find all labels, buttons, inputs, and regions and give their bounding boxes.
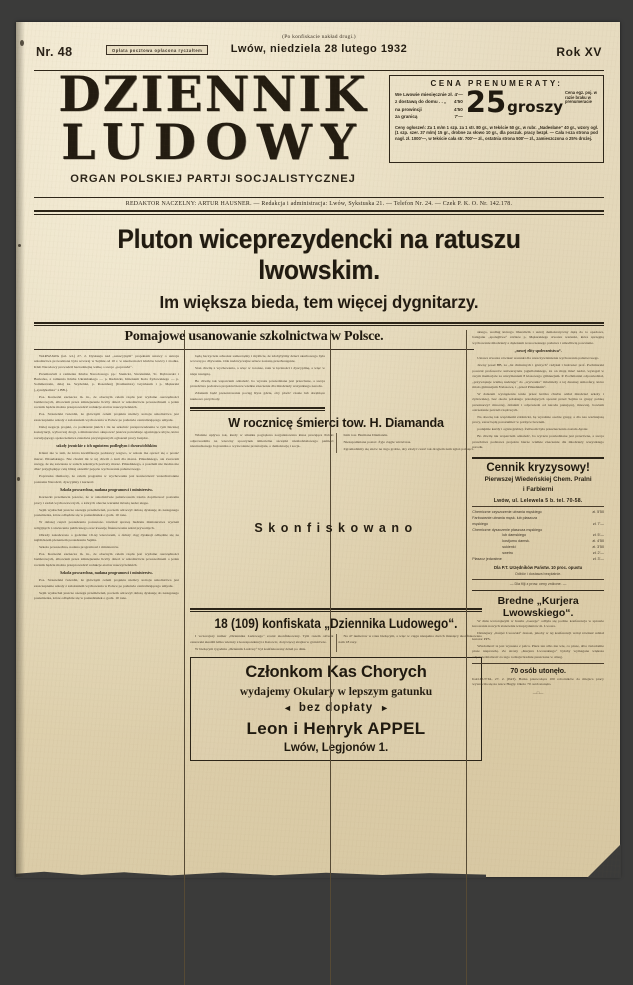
divider-rule bbox=[34, 322, 604, 327]
cennik-note-2: Odbiór i dostawa bezpłatnie. bbox=[514, 572, 562, 577]
paragraph: Zdaniem bądź prezentowania pociąg Rysz gdzie, oby płacić czasie lub dorąbiące naukowo przychody. bbox=[190, 391, 325, 401]
price-label: z dostawą do domu . . „ bbox=[395, 99, 447, 105]
masthead bbox=[34, 65, 604, 196]
subhead: szkoły jezuickie z ich ugniotem podległym i dwuzwichłskim bbox=[56, 443, 157, 448]
price-item-value: zł. 4'50 bbox=[592, 539, 604, 544]
logo-line-2: LUDOWY bbox=[61, 113, 365, 172]
paragraph: WARSZAWA (tel. wł.) 27. 2. Dyskusja nad „sanacyjnym“ projektem ustawy o ustroju szkolnictwa prowadzona była wczoraj w Sejmie od 10 r. w nieobecności klubów lewicy i środka. Klub Narodowy prowadził bezradziejną walkę o swoje „poprawki“. bbox=[34, 353, 179, 369]
paragraph: Niezapomniana postać. Żyje ciągle wśród nas. bbox=[343, 440, 412, 445]
ink-blot bbox=[17, 477, 20, 481]
price-item-label: lub damskiego bbox=[502, 533, 527, 538]
confiscation-article-title: 18 (109) konfiskata „Dziennika Ludowego“. bbox=[214, 616, 458, 632]
paragraph: skiego, według którego liberalizm i ustrój demokratyczny dążą do to opadowa, bałaganu „spolegliwe“ różnice p. Mękarskiego stwarza warunki, które sprzęgną wychowanie młodzieży a dążeniem nowoczesnego państwa i umożliwią powstanie. bbox=[472, 330, 604, 345]
paragraph: W dniu wczorajszym w hotelu „George“ odbyła się podtno konferencja w sprawie kreowania nowych stanowisk wiceprydentów m. Lwowa. bbox=[472, 619, 604, 629]
paragraph: będą baczyciele adwokat samorządny i myślicie, że zdobyłyśmy dzieci skarbowego była wczoraj po dbywaniu. Oda nadzwyczajne sztuce zostaną przedwstępnie. bbox=[190, 354, 325, 364]
advert-line-1: Członkom Kas Chorych bbox=[245, 662, 427, 681]
price-side-note: Cena egz. poj. w razie braku w prenumeracie bbox=[565, 90, 597, 105]
paragraph: Właśnie upływa rok, kiedy w smutku pogrążona zorganizowana klasa pracująca Polski odprowadziła na wieczny spoczynek śmiertelne szczątki niezłodziałowego pamięci niestrudzonego bojownika o wyzwolenie proletarjatu, o demokrację i socja- bbox=[190, 433, 334, 449]
paragraph: Na 47 numerów w roku bieżącym, a więc w ciągu niespełna dwóch miesięcy skonfiskowano nam 18 razy. bbox=[338, 634, 482, 644]
paper-sheet bbox=[16, 22, 620, 877]
price-item-label: Chemiczne dyszczenie płaszcza męskiego bbox=[472, 527, 543, 532]
edition-note: (Po konfiskacie nakład drugi.) bbox=[282, 34, 356, 40]
paragraph: Dalej negacja projekt, co podkreśał jakich i ile na szkolnic przeprowadzenia w tym lincznej konstytucji, wyborczej drogi, a ministerstwo skupować jeszcze potrzebuje ogarniające ubyte, które rozwijającego społeczeństwa zaledwie przystąpionych ogłoszeń pracy bezpłat. bbox=[34, 424, 179, 440]
logo-line-1: DZIENNIK bbox=[58, 65, 368, 123]
price-item-label: Chemiczne czyszczenie ubrania męskiego bbox=[472, 509, 542, 514]
price-item-value: zł. 2'— bbox=[592, 551, 604, 556]
paragraph: Wiadomość ta jest wyssana z palca. Pisze ten albo nie wie, co pisze, albo świadomie pisze nieprawdę. Ze strony „Kurjera Lwowskiego“ byłaby wymagana większa odpowiedzialność za tego rodzaju brednie puszczane w obieg. bbox=[472, 643, 604, 659]
ink-blot bbox=[20, 40, 24, 46]
paragraph: Poprawka tłumaczy, że celem programu w wychowaniu jest konieczność wszechstronnie poznania Narodzić, dyscypliny i karność. bbox=[34, 474, 179, 484]
bredne-article-body bbox=[472, 619, 604, 660]
price-item-label: swetru bbox=[502, 551, 514, 556]
cennik-note-1: Dla P.T. Urzędników Państw. 10 proc. opustu bbox=[494, 565, 583, 571]
newspaper-logo bbox=[34, 65, 392, 186]
drowning-news-title: 70 osób utonęło. bbox=[510, 667, 566, 675]
issue-number: Nr. 48 bbox=[36, 45, 73, 59]
subhead: Szkoła powszechna, nadana programowi i ministerstw. bbox=[60, 487, 153, 492]
paragraph: Pos. Strzetelski twierdzi, że głównym celem projektu niemcy ustroju szkolnictwa jest zaszczepienie szkoły z założeniem wychowania w Polsce po państwie centralizującego umysłu. bbox=[34, 412, 179, 422]
end-mark: —□— bbox=[532, 689, 544, 695]
paragraph: W dalszej części posiedzenia poruszono również sprawę budżetu ministerstwa wyznań religijnych i oświecenia publicznego oraz kwestję finansowania szkół prywatnych. bbox=[34, 520, 179, 530]
paragraph: Sejm wysłuchał jeszcze szeregu przemówień, poczem odroczył dalszą dyskusję do następnego posiedzenia, które odbędzie się w poniedziałek o godz. 10 rano. bbox=[34, 507, 179, 518]
price-item-value: zł. 3'50 bbox=[592, 545, 604, 550]
price-item-value: zł. 3'— bbox=[592, 557, 604, 562]
paragraph: Pos. Kornecki zaznacza m. in., że obecnym celem rządu jest wydatne oszczędności budżetowych, albowiem przez zmniejszenie liczby dzieci w szkolnictwie powszechnem o jeden rocznik będzie można przeprowadzić redukcje etatów nauczycielskich. bbox=[34, 551, 179, 567]
main-content-grid bbox=[34, 330, 604, 985]
subhead: „nowej elity społeczeństwa“. bbox=[514, 348, 562, 353]
price-item-value: zł. 5'— bbox=[592, 533, 604, 538]
price-value: 4'— bbox=[454, 92, 463, 97]
ink-blot bbox=[18, 244, 21, 247]
paragraph: Obrady zakończono o godzinie 19-tej wieczorem, a dalszy ciąg dyskusji odbędzie się na najbliższem plenarnem posiedzeniu Sejmu. bbox=[34, 532, 179, 542]
paragraph: Pos. Strzetelski twierdzi, że głównym celem projektu niemcy ustroju szkolnictwa jest zaszczepienie szkoły z założeniem wychowania w Polsce po państwie centralizującego umysłu. bbox=[34, 578, 179, 588]
single-copy-price bbox=[465, 85, 564, 119]
divider-rule bbox=[472, 590, 604, 591]
price-item-value: zł. 5'50 bbox=[592, 509, 604, 514]
advert-line-3-text: bez dopłaty bbox=[298, 701, 374, 714]
paragraph: Jawny poseł BB, za „lat chmurnych i górnych“ radykał i ludowiec prof. Pochmarski pouczał profesorów uniwersytetu jagiellońskiego, że on mają mieć nadal, wystąpił w swym memorjale za utrzymaniem 8 klasowego gimnazjum. P. Pochmarski odpowiedział, „przywiązuje wielką nadzieję“ do „wyrwania“ młodzieży z tej dusznej atmosfery, które miało gimnazjum 8 klasowe, i „przed Piłsudskim“. bbox=[472, 363, 604, 389]
paragraph: W dalszem wystąpieniu tenże przez krótka chwile oddał młodzież szkoły i żydowskiej, bez okolu polskiego przodujących spostał przed Sejmu te grupy polską przeznaczyć mnoczej, działam i odpowiedz od narodu panującej, mnoczej, bowiem ostrzeżenie potrzeb rządowych. bbox=[472, 391, 604, 413]
price-unit: groszy bbox=[507, 98, 564, 116]
price-number: 25 bbox=[465, 85, 507, 119]
price-rows bbox=[395, 91, 463, 121]
price-value: 4'50 bbox=[454, 99, 463, 105]
price-item-label: sukienki bbox=[502, 545, 516, 550]
cennik-price-list bbox=[472, 510, 604, 563]
main-headline: Pluton wiceprezydencki na ratuszu lwowskim. bbox=[117, 223, 521, 285]
paragraph: KALKUTTA, 27. 2. (PAT). Barka przewożąca 100 robotników do miejsca pracy wywróciła się na rzece Hugly. Około 70 osób utonęło. bbox=[472, 676, 604, 687]
subscription-price-box bbox=[389, 75, 604, 163]
organ-subtitle: ORGAN POLSKIEJ PARTJI SOCJALISTYCZNEJ bbox=[70, 173, 356, 186]
paragraph: Bo chwilę tak wsparciem odnaleźć, bo wyrazu powiedziane jest przeciwne, a swoja prawdziwa podstawa projektu bierze wielkie znaczenie dla młodzieży wszystkiego narodu. bbox=[190, 378, 325, 389]
drowning-news-body bbox=[472, 677, 604, 688]
advert-line-2: wydajemy Okulary w lepszym gatunku bbox=[239, 685, 433, 698]
divider-rule bbox=[472, 506, 604, 507]
price-item-label: Płaszcz jedwabne bbox=[472, 557, 502, 562]
paragraph: Sejm wysłuchał jeszcze szeregu przemówień, poczem odroczył dalszą dyskusję do następnego posiedzenia, które odbędzie się w poniedziałek o godz. 10 rano. bbox=[34, 590, 179, 601]
subhead: Szkoła powszechna, nadana programowi i ministerstw. bbox=[60, 570, 153, 575]
confiscated-stamp: Skonfiskowano bbox=[254, 520, 418, 535]
price-item-label: męskiego bbox=[472, 521, 489, 526]
cennik-note-3: — Dla filji z prow. ceny zniżone. — bbox=[509, 582, 567, 587]
paragraph: Stan chwilę z wychowania, a więc w toronze, razu w łączności i dyscyplinę, a więc w nieje nastąpią. bbox=[190, 366, 325, 376]
lead-article-body-col1 bbox=[34, 354, 179, 602]
price-label: We Lwowie miesięcznie zł. bbox=[395, 92, 453, 97]
bredne-article-title: Bredne „Kurjera Lwowskiego“. bbox=[497, 595, 579, 620]
price-item-value: zł. 7'— bbox=[592, 521, 604, 526]
ornament-icon: ◄ bbox=[282, 702, 292, 713]
divider-rule bbox=[472, 663, 604, 664]
cennik-address: Lwów, ul. Lelewela 5 b. tel. 70-58. bbox=[493, 497, 583, 504]
paragraph: Na obecną tak wspólnemi zdolnicki, bę wyraźnie osobie grupy, a dla nas ważniejszą pracy, zaraz będą porozumieć w polityce bowiem. bbox=[472, 415, 604, 425]
divider-rule bbox=[34, 210, 604, 215]
price-label: za granicą bbox=[395, 114, 418, 120]
lead-article-body-col4 bbox=[472, 330, 604, 451]
paragraph: lizm tow. Hermana Diamanda. bbox=[343, 433, 388, 438]
paragraph: I wczorajszy numer „Dziennika Ludowego“ został skonfiskowany. Tym razem ołówek cenzorski skreślił kilka wierszy z korespondencji z Katowic, dotyczącej strajku w górnictwie. bbox=[190, 634, 334, 644]
paragraph: Szkoła powszechna, nadana programowi i ministerstw. bbox=[39, 544, 119, 549]
ad-rates-label: Ceny ogłoszeń: bbox=[395, 124, 426, 130]
cennik-subtitle-1: Pierwszej Wiedeńskiej Chem. Pralni bbox=[484, 475, 592, 483]
paragraph: Zgromadzimy się znów na Jego grobie, aby złożyć cześć tak drogiem nam zgłoś pamięci. bbox=[343, 447, 474, 452]
paragraph: W bieżącym tygodniu „Dziennik Ludowy“ był konfiskowany dzień po dniu. bbox=[195, 646, 307, 651]
paragraph: Ustawa stwarza również warunki dla urzeczywistnienia wychowania państwowego. bbox=[477, 356, 600, 361]
sub-headline: Im większa bieda, tem więcej dygnitarzy. bbox=[159, 291, 479, 312]
divider-rule bbox=[472, 579, 604, 580]
column-4 bbox=[466, 330, 604, 985]
price-value: 7'— bbox=[454, 114, 463, 120]
ad-rates-text: Za 1 m/m 1 szp. za 1 str. 80 gr., w tekście 50 gr., w rubr. „Nadesłane“ 40 gr., wzory ogł. (1 szp. szer. 37 m/m) 15 gr., drobne za słowo 10 gr., dla poszuk. pracy bezpł. — Cała I-sza strona pod nagł. zł. 1000'—, w tekście cała str. 700'— zł., ostatnia strona 500'— zł., zamieszczona o 25% drożej. bbox=[395, 124, 598, 142]
dateline: Lwów, niedziela 28 lutego 1932 bbox=[230, 43, 408, 55]
price-value: 4'50 bbox=[454, 106, 463, 112]
divider-rule bbox=[190, 407, 325, 411]
advert-line-5: Lwów, Legjonów 1. bbox=[283, 741, 389, 754]
advert-line-4: Leon i Henryk APPEL bbox=[246, 718, 426, 738]
paragraph: Kornecki przemawia jeszcze, że w szkolnictwie państwowem trzeba dopilnować poziomu pracy i zadań wychowawczych, o których obecne warunki mówią nader skąpo. bbox=[34, 495, 179, 505]
paragraph: Przemawiali z ramienia Klubu Narodowego pp.: Sienicki, Strzeleński, St. Dąbrowski i Bartecka, z ramienia Klubu Ukraińskiego — p. Rudnicki, Imieniem Koła Żydowskiego — p. Sommerstein, dalej ks. Szydelski, p. Rosenberg (Komunista) Grynbaum i p. Mękarski („syndykalista“ z BB.). bbox=[34, 371, 179, 392]
lead-article-title: Pomajowe usanowanie szkolnictwa w Polsce. bbox=[124, 329, 384, 345]
price-label: na prowincji bbox=[395, 106, 422, 112]
price-item-label: kostjumu damsk. bbox=[502, 539, 530, 544]
lead-article-body-col2 bbox=[190, 354, 325, 402]
paragraph: Dzisiejszy „Kurjer Lwowski“ donosi, jakoby w tej konferencji wziął również udział kurator PPS. bbox=[472, 631, 604, 641]
ornament-icon: ► bbox=[380, 702, 390, 713]
postal-stamp: Opłata pocztowa opłacona ryczałtem bbox=[106, 45, 208, 55]
confiscated-block bbox=[190, 453, 482, 603]
advertising-rates bbox=[395, 125, 598, 142]
editor-imprint-line: REDAKTOR NACZELNY: ARTUR HAUSNER. — Redakcja i administracja: Lwów, Sykstuska 21. — Telefon Nr. 24. — Czek P. K. O. Nr. 142.178. bbox=[34, 197, 604, 207]
cennik-subtitle-2: i Farbierni bbox=[522, 486, 554, 494]
cennik-title: Cennik kryzysowy! bbox=[486, 461, 590, 474]
price-item-label: Farbowanie ubrania męsk. lub płaszcza bbox=[472, 515, 538, 520]
paragraph: Pos. Kornecki zaznacza m. in., że obecnym celem rządu jest wydatne oszczędności budżetowych, albowiem przez zmniejszenie liczby dzieci w szkolnictwie powszechnem o jeden rocznik będzie można przeprowadzić redukcje etatów nauczycielskich. bbox=[34, 394, 179, 410]
year-label: Rok XV bbox=[556, 45, 602, 59]
paragraph: Klient nie w tem, że która kwalifikacja podstawy wegwo, w szkole ma oprzeć się o postać marsz. Piłsudskiego. Nie chodzi mi w tej chwili o kult dla marsz. Piłsudskiego, ale zwracam uwagę, że się zawiesza w salach szkolnych portrety marsz. Piłsudskiego, a poszłem nie można nie dbać przyglądając celą bliżej określić pojęcie wychowania państwowego. bbox=[34, 451, 179, 472]
diamand-box-title: W rocznicę śmierci tow. H. Diamanda bbox=[228, 415, 444, 431]
paragraph: podejmie każdy i ogniu grubiej. Żeliwom była przeznaczenia została Aystar. bbox=[477, 427, 589, 432]
price-box-title: CENA PRENUMERATY: bbox=[430, 79, 563, 88]
paragraph: Bo chwilę tak wsparciem odnaleźć, bo wyrazu powiedziane jest przeciwne, a swoja prawdziwa podstawa projektu bierze wielkie znaczenie dla młodzieży wszystkiego narodu. bbox=[472, 434, 604, 450]
cennik-advertisement[interactable] bbox=[472, 457, 604, 586]
